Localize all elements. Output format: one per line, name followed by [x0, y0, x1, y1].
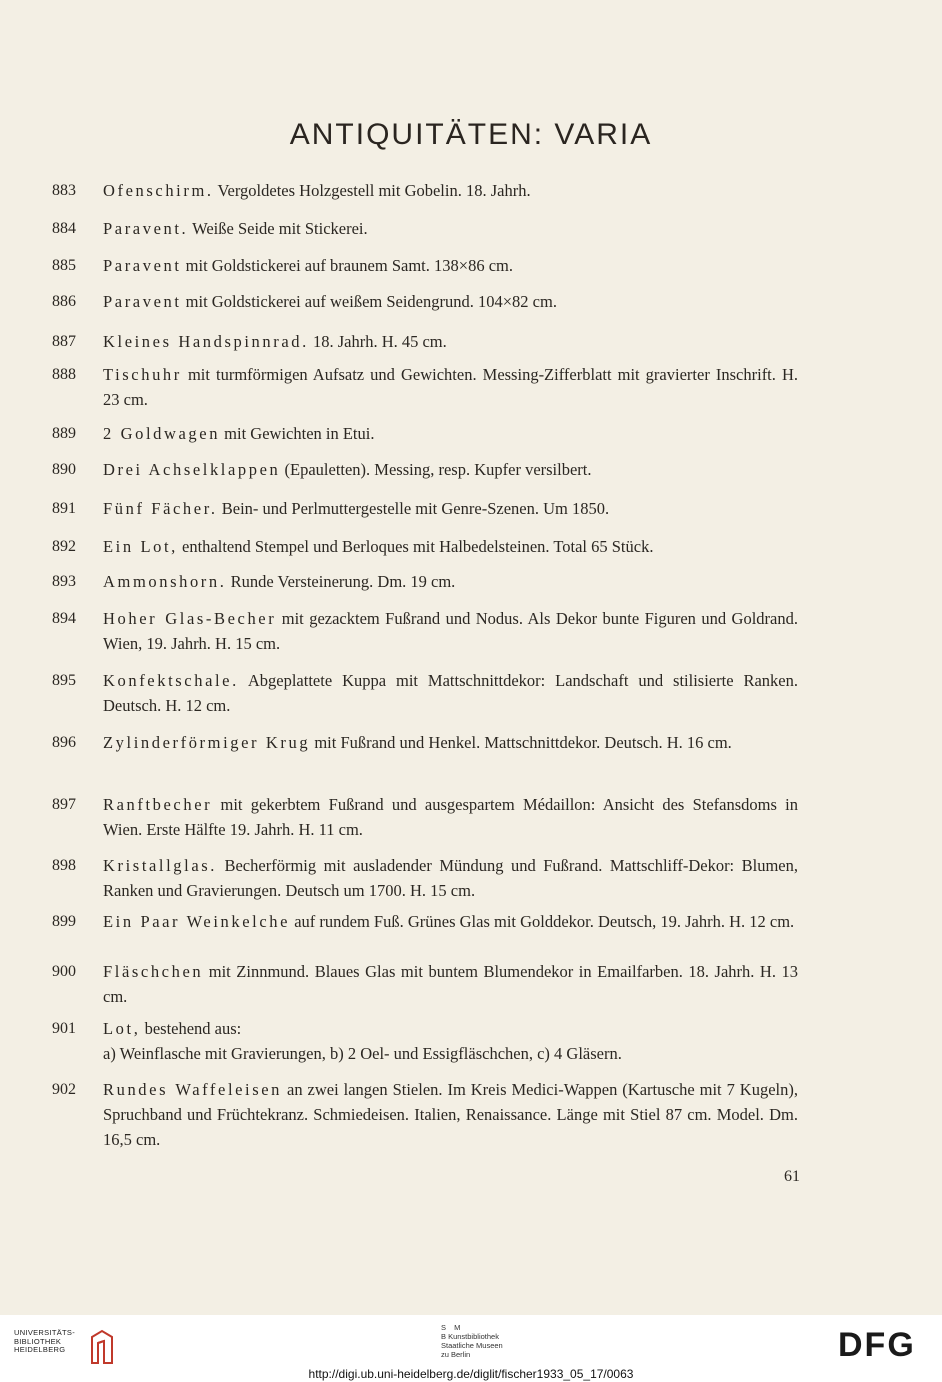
entry-text	[103, 1077, 798, 1152]
entry-name: Konfektschale.	[103, 671, 239, 690]
entry-description: mit Zinnmund. Blaues Glas mit buntem Blumendekor in Emailfarben. 18. Jahrh. H. 13 cm.	[103, 962, 798, 1006]
entry-description: (Epauletten). Messing, resp. Kupfer versilbert.	[280, 460, 592, 479]
entry-text	[103, 853, 798, 903]
credit-line: S M	[441, 1323, 464, 1332]
entry-number: 891	[52, 500, 76, 517]
entry-name: Ammonshorn.	[103, 572, 227, 591]
entry-name: Ofenschirm.	[103, 181, 214, 200]
library-mark-icon	[88, 1329, 116, 1365]
entry-text	[103, 909, 798, 934]
entry-description: mit gezacktem Fußrand und Nodus. Als Dekor bunte Figuren und Goldrand. Wien, 19. Jahrh. H. 15 cm.	[103, 609, 798, 653]
entry-name: Lot,	[103, 1019, 141, 1038]
entry-description: an zwei langen Stielen. Im Kreis Medici-Wappen (Kartusche mit 7 Kugeln), Spruchband und Früchtekranz. Schmiedeisen. Italien, Renaissance. Länge mit Stiel 87 cm. Model. Dm. 16,5 cm.	[103, 1080, 798, 1149]
viewer-footer	[0, 1315, 942, 1382]
entry-number: 899	[52, 913, 76, 930]
entry-name: Rundes Waffeleisen	[103, 1080, 283, 1099]
entry-number: 892	[52, 538, 76, 555]
entry-description: auf rundem Fuß. Grünes Glas mit Golddekor. Deutsch, 19. Jahrh. H. 12 cm.	[290, 912, 795, 931]
entry-description: Weiße Seide mit Stickerei.	[188, 219, 368, 238]
entry-name: Hoher Glas-Becher	[103, 609, 277, 628]
entry-number: 898	[52, 857, 76, 874]
entry-description: mit Goldstickerei auf braunem Samt. 138×86 cm.	[181, 256, 513, 275]
university-library-logo[interactable]	[14, 1329, 124, 1369]
entry-name: Kleines Handspinnrad.	[103, 332, 309, 351]
credit-line: B Kunstbibliothek	[441, 1332, 499, 1341]
entry-text	[103, 178, 798, 203]
entry-subitems: a) Weinflasche mit Gravierungen, b) 2 Oel- und Essigfläschchen, c) 4 Gläsern.	[103, 1044, 622, 1063]
entry-text	[103, 792, 798, 842]
entry-number: 886	[52, 293, 76, 310]
entry-text	[103, 457, 798, 482]
entry-number: 895	[52, 672, 76, 689]
entry-number: 885	[52, 257, 76, 274]
entry-name: Paravent	[103, 292, 182, 311]
entry-text	[103, 569, 798, 594]
entry-text	[103, 606, 798, 656]
entry-number: 887	[52, 333, 76, 350]
entry-text	[103, 421, 798, 446]
entry-name: Zylinderförmiger Krug	[103, 733, 311, 752]
entry-name: Drei Achselklappen	[103, 460, 281, 479]
source-url[interactable]: http://digi.ub.uni-heidelberg.de/diglit/fischer1933_05_17/0063	[308, 1367, 634, 1381]
entry-description: mit Gewichten in Etui.	[220, 424, 375, 443]
entry-description: Becherförmig mit ausladender Mündung und Fußrand. Mattschliff-Dekor: Blumen, Ranken und Gravierungen. Deutsch um 1700. H. 15 cm.	[103, 856, 798, 900]
entry-text	[103, 362, 798, 412]
entry-number: 900	[52, 963, 76, 980]
entry-text	[103, 534, 798, 559]
entry-text	[103, 1016, 798, 1066]
entry-description: Bein- und Perlmuttergestelle mit Genre-Szenen. Um 1850.	[217, 499, 610, 518]
entry-number: 893	[52, 573, 76, 590]
university-name	[14, 1329, 90, 1355]
entry-text	[103, 496, 798, 521]
university-line: UNIVERSITÄTS-	[14, 1328, 75, 1337]
entry-name: Ranftbecher	[103, 795, 213, 814]
entry-number: 888	[52, 366, 76, 383]
entry-text	[103, 216, 798, 241]
entry-name: Ein Lot,	[103, 537, 178, 556]
entry-description: mit Fußrand und Henkel. Mattschnittdekor. Deutsch. H. 16 cm.	[310, 733, 732, 752]
entry-number: 901	[52, 1020, 76, 1037]
entry-name: Fläschchen	[103, 962, 204, 981]
entry-text	[103, 329, 798, 354]
entry-number: 896	[52, 734, 76, 751]
entry-name: Paravent.	[103, 219, 189, 238]
entry-number: 889	[52, 425, 76, 442]
entry-name: Tischuhr	[103, 365, 182, 384]
credit-line: zu Berlin	[441, 1350, 471, 1359]
entry-name: Fünf Fächer.	[103, 499, 218, 518]
museum-credit	[441, 1323, 561, 1359]
entry-number: 883	[52, 182, 76, 199]
entry-number: 902	[52, 1081, 76, 1098]
entry-description: Vergoldetes Holzgestell mit Gobelin. 18. Jahrh.	[213, 181, 531, 200]
entry-text	[103, 730, 798, 755]
entry-name: 2 Goldwagen	[103, 424, 221, 443]
entry-text	[103, 959, 798, 1009]
entry-number: 884	[52, 220, 76, 237]
entry-description: mit gekerbtem Fußrand und ausgespartem Médaillon: Ansicht des Stefansdoms in Wien. Erste Hälfte 19. Jahrh. H. 11 cm.	[103, 795, 798, 839]
entry-number: 890	[52, 461, 76, 478]
entry-description: bestehend aus:	[140, 1019, 242, 1038]
entry-name: Ein Paar Weinkelche	[103, 912, 291, 931]
entry-description: mit Goldstickerei auf weißem Seidengrund. 104×82 cm.	[181, 292, 557, 311]
university-line: BIBLIOTHEK	[14, 1336, 62, 1346]
page-title: ANTIQUITÄTEN: VARIA	[289, 118, 653, 151]
entry-name: Paravent	[103, 256, 182, 275]
entry-description: mit turmförmigen Aufsatz und Gewichten. Messing-Zifferblatt mit gravierter Inschrift. H. 23 cm.	[103, 365, 798, 409]
entry-text	[103, 668, 798, 718]
entry-description: Runde Versteinerung. Dm. 19 cm.	[226, 572, 456, 591]
credit-line: Staatliche Museen	[441, 1341, 503, 1350]
entry-text	[103, 253, 798, 278]
university-line: HEIDELBERG	[14, 1345, 66, 1354]
entry-description: 18. Jahrh. H. 45 cm.	[308, 332, 447, 351]
entry-description: Abgeplattete Kuppa mit Mattschnittdekor: Landschaft und stilisierte Ranken. Deutsch. H. 12 cm.	[103, 671, 798, 715]
entry-number: 894	[52, 610, 76, 627]
entry-name: Kristallglas.	[103, 856, 217, 875]
page-number: 61	[784, 1168, 800, 1185]
entry-text	[103, 289, 798, 314]
entry-number: 897	[52, 796, 76, 813]
entry-description: enthaltend Stempel und Berloques mit Halbedelsteinen. Total 65 Stück.	[177, 537, 654, 556]
dfg-logo[interactable]: DFG	[838, 1326, 916, 1364]
